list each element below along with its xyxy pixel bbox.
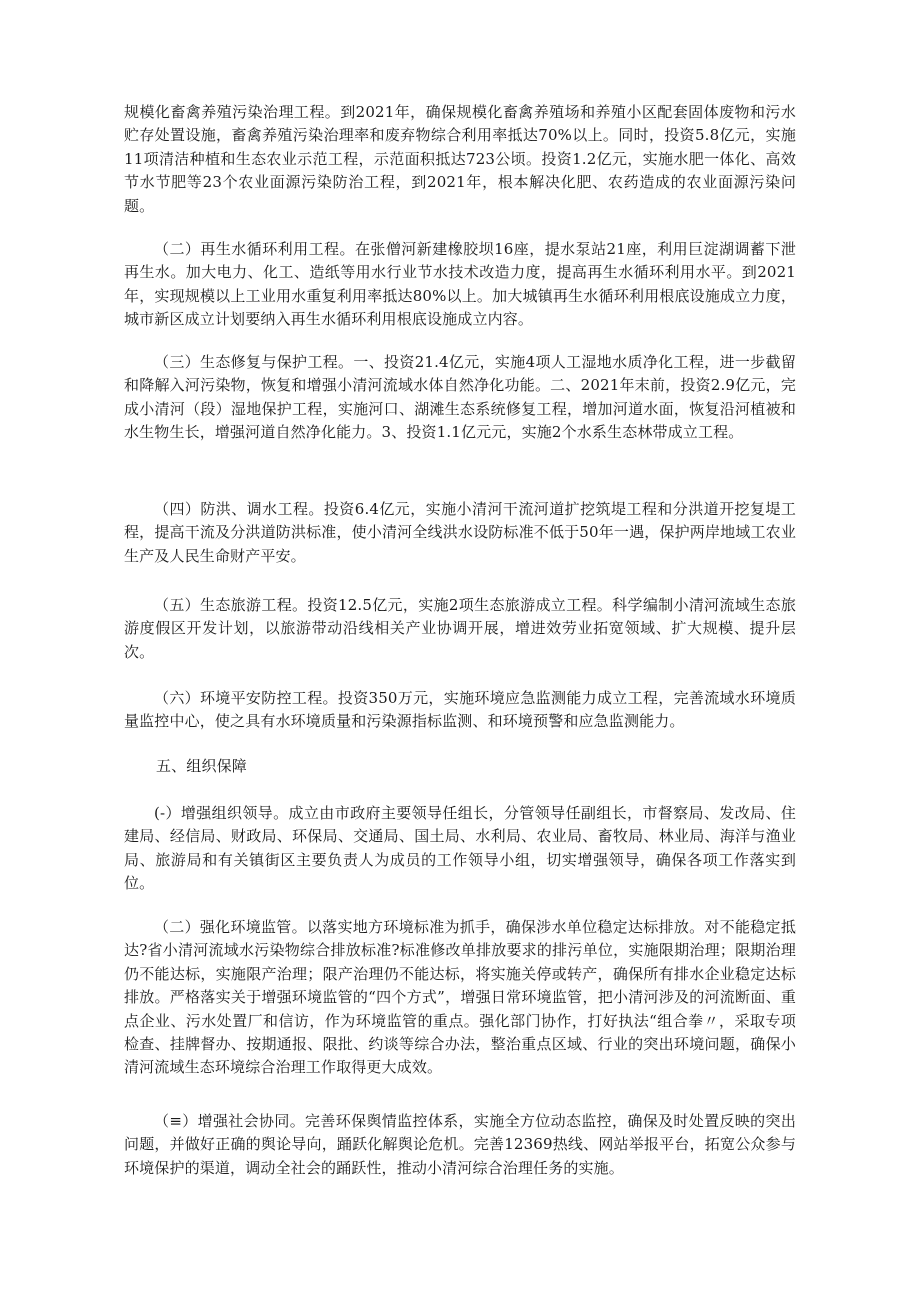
paragraph-supervision: （二）强化环境监管。以落实地方环境标准为抓手，确保涉水单位稳定达标排放。对不能稳定抵达?省小清河流域水污染物综合排放标准?标准修改单排放要求的排污单位，实施限期治理；限期治理仍不能达标，实施限产治理；限产治理仍不能达标，将实施关停或转产，确保所有排水企业稳定达标排放。严格落实关于增强环境监管的“四个方式”，增强日常环境监管，把小清河涉及的河流断面、重点企业、污水处置厂和信访，作为环境监管的重点。强化部门协作，打好执法“组合拳〃，采取专项检查、挂牌督办、按期通报、限批、约谈等综合办法，整治重点区域、行业的突出环境问题，确保小清河流域生态环境综合治理工作取得更大成效。	[124, 918, 796, 1077]
paragraph-flood-control: （四）防洪、调水工程。投资6.4亿元，实施小清河干流河道扩挖筑堤工程和分洪道开挖复堤工程，提高干流及分洪道防洪标准，使小清河全线洪水设防标准不低于50年一遇，保护两岸地域工农业生产及人民生命财产平安。	[124, 500, 796, 565]
section-heading: 五、组织保障	[156, 757, 247, 775]
paragraph-social-coordination: （≡）增强社会协同。完善环保舆情监控体系，实施全方位动态监控，确保及时处置反映的突出问题，并做好正确的舆论导向，踊跃化解舆论危机。完善12369热线、网站举报平台，拓宽公众参与环境保护的渠道，调动全社会的踊跃性，推动小清河综合治理任务的实施。	[124, 1112, 796, 1177]
paragraph-leadership: (-）增强组织领导。成立由市政府主要领导任组长，分管领导任副组长，市督察局、发改局、住建局、经信局、财政局、环保局、交通局、国土局、水利局、农业局、畜牧局、林业局、海洋与渔业局、旅游局和有关镇街区主要负责人为成员的工作领导小组，切实增强领导，确保各项工作落实到位。	[124, 804, 796, 893]
paragraph-environmental-safety: （六）环境平安防控工程。投资350万元，实施环境应急监测能力成立工程，完善流域水环境质量监控中心，使之具有水环境质量和污染源指标监测、和环境预警和应急监测能力。	[124, 689, 796, 731]
paragraph-reclaimed-water: （二）再生水循环利用工程。在张僧河新建橡胶坝16座，提水泵站21座，利用巨淀湖调蓄下泄再生水。加大电力、化工、造纸等用水行业节水技术改造力度，提高再生水循环利用水平。到2021年，实现规模以上工业用水重复利用率抵达80%以上。加大城镇再生水循环利用根底设施成立力度，城市新区成立计划要纳入再生水循环利用根底设施成立内容。	[124, 240, 796, 329]
paragraph-ecological-restoration: （三）生态修复与保护工程。一、投资21.4亿元，实施4项人工湿地水质净化工程，进一步截留和降解入河污染物，恢复和增强小清河流域水体自然净化功能。二、2021年末前，投资2.9亿元，完成小清河（段）湿地保护工程，实施河口、湖滩生态系统修复工程，增加河道水面，恢复沿河植被和水生物生长，增强河道自然净化能力。3、投资1.1亿元元，实施2个水系生态林带成立工程。	[124, 353, 796, 442]
paragraph-eco-tourism: （五）生态旅游工程。投资12.5亿元，实施2项生态旅游成立工程。科学编制小清河流域生态旅游度假区开发计划，以旅游带动沿线相关产业协调开展，增进效劳业拓宽领域、扩大规模、提升层次。	[124, 596, 796, 661]
paragraph-livestock-pollution: 规模化畜禽养殖污染治理工程。到2021年，确保规模化畜禽养殖场和养殖小区配套固体废物和污水贮存处置设施，畜禽养殖污染治理率和废弃物综合利用率抵达70%以上。同时，投资5.8亿元，实施11项清洁种植和生态农业示范工程，示范面积抵达723公顷。投资1.2亿元，实施水肥一体化、高效节水节肥等23个农业面源污染防治工程，到2021年，根本解决化肥、农药造成的农业面源污染问题。	[124, 103, 796, 215]
